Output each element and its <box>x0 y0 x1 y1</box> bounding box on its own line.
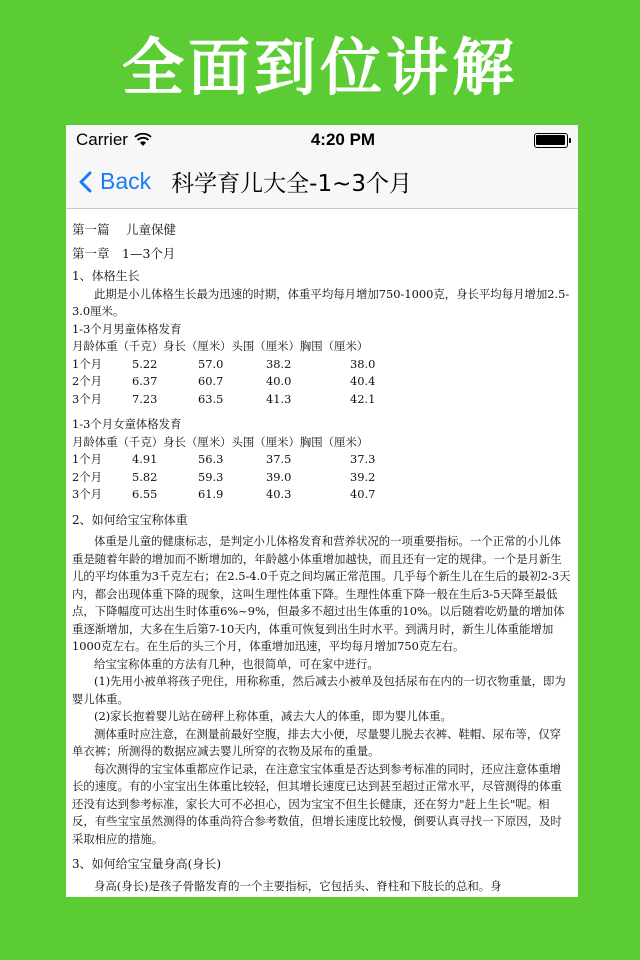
cell: 39.2 <box>350 469 376 484</box>
header-cell: 头围（厘米） <box>231 434 300 449</box>
table-title: 1-3个月男童体格发育 <box>72 321 182 336</box>
table-row <box>72 451 572 469</box>
paragraph: (1)先用小被单将孩子兜住，用称称重，然后减去小被单及包括尿布在内的一切衣物重量，即为婴儿体重。 <box>72 674 566 706</box>
cell: 61.9 <box>198 487 224 501</box>
promo-banner <box>0 0 640 125</box>
cell: 57.0 <box>198 356 224 371</box>
back-label: Back <box>100 168 152 194</box>
header-cell: 头围（厘米） <box>231 339 300 353</box>
cell: 39.0 <box>266 469 292 484</box>
table-row <box>72 356 572 374</box>
cell: 2个月 <box>72 469 103 484</box>
paragraph: 每次测得的宝宝体重都应作记录，在注意宝宝体重是否达到参考标准的同时，还应注意体重增长的速度。有的小宝宝出生体重比较轻，但其增长速度已达到甚至超过正常水平，尽管测得的体重还没有达到参考标准，家长大可不必担心，因为宝宝不但生长健康，还在努力"赶上生长"呢。相反，有些宝宝虽然测得的体重尚符合参考数值，但增长速度比较慢，倒要认真寻找一下原因，及时采取相应的措施。 <box>72 761 562 846</box>
cell: 59.3 <box>198 469 224 484</box>
cell: 40.0 <box>266 374 292 388</box>
table-row <box>72 486 572 504</box>
battery-icon <box>534 133 568 148</box>
cell: 5.82 <box>132 469 158 484</box>
cell: 38.2 <box>266 356 292 371</box>
cell: 1个月 <box>72 452 103 466</box>
table-header <box>72 338 572 356</box>
table-row <box>72 391 572 409</box>
paragraph: 体重是儿童的健康标志，是判定小儿体格发育和营养状况的一项重要指标。一个正常的小儿体重是随着年龄的增加而不断增加的，年龄越小体重增加越快，而且还有一定的规律。一个是月新生儿的平均体重为3千克左右；在2.5-4.0千克之间均属正常范围。几乎每个新生儿在生后的最初2-3天内，都会出现体重下降的现象，这叫生理性体重下降。生理性体重下降一般在生后3-5天降至最低点，下降幅度可达出生时体重6%~9%，但最多不超过出生体重的10%。以后随着吃奶量的增加体重逐渐增加，大多在生后第7-10天内，体重可恢复到出生时水平。到满月时，新生儿体重能增加1000克左右。在生后的头三个月，体重增加迅速，平均每月增加750克左右。 <box>72 534 571 653</box>
cell: 2个月 <box>72 374 103 388</box>
section-heading: 2、如何给宝宝称体重 <box>72 512 188 527</box>
chevron-left-icon <box>78 171 92 193</box>
status-time: 4:20 PM <box>310 130 376 149</box>
chapter-heading: 第一章 1—3个月 <box>72 245 176 261</box>
back-button[interactable] <box>66 168 151 195</box>
paragraph: 身高(身长)是孩子骨骼发育的一个主要指标，它包括头、脊柱和下肢长的总和。身 <box>94 878 502 893</box>
paragraph: (2)家长抱着婴儿站在磅秤上称体重，减去大人的体重，即为婴儿体重。 <box>94 709 452 723</box>
header-cell: 月龄 <box>72 339 95 353</box>
cell: 4.91 <box>132 452 158 466</box>
navigation-bar <box>66 155 578 209</box>
cell: 3个月 <box>72 391 103 406</box>
header-cell: 身长（厘米） <box>163 434 232 449</box>
cell: 37.5 <box>266 452 292 466</box>
cell: 56.3 <box>198 452 224 466</box>
article-content[interactable] <box>66 209 578 895</box>
section-heading: 3、如何给宝宝量身高(身长) <box>72 857 221 871</box>
cell: 40.4 <box>350 374 376 388</box>
table-header <box>72 434 572 452</box>
cell: 42.1 <box>350 391 376 406</box>
cell: 40.3 <box>266 487 292 501</box>
cell: 38.0 <box>350 356 376 371</box>
section-heading: 1、体格生长 <box>72 269 140 283</box>
carrier-label: Carrier <box>76 130 128 149</box>
cell: 5.22 <box>132 356 158 371</box>
header-cell: 体重（千克） <box>94 339 164 353</box>
header-cell: 胸围（厘米） <box>299 434 369 449</box>
paragraph: 给宝宝称体重的方法有几种，也很简单，可在家中进行。 <box>94 656 379 671</box>
header-cell: 胸围（厘米） <box>299 339 369 353</box>
cell: 6.55 <box>132 487 158 501</box>
table-row <box>72 469 572 487</box>
cell: 40.7 <box>350 487 376 501</box>
cell: 3个月 <box>72 487 103 501</box>
status-bar <box>66 125 578 155</box>
paragraph: 此期是小儿体格生长最为迅速的时期，体重平均每月增加750-1000克，身长平均每月增加2.5-3.0厘米。 <box>72 286 570 318</box>
table-title: 1-3个月女童体格发育 <box>72 417 182 431</box>
header-cell: 月龄 <box>72 434 95 449</box>
table-row <box>72 373 572 391</box>
cell: 7.23 <box>132 391 158 406</box>
cell: 60.7 <box>198 374 224 388</box>
paragraph: 测体重时应注意，在测量前最好空腹，排去大小便，尽量婴儿脱去衣裤、鞋帽、尿布等，仅穿单衣裤；所测得的数据应减去婴儿所穿的衣物及尿布的重量。 <box>72 726 562 758</box>
carrier <box>76 130 152 150</box>
cell: 1个月 <box>72 356 103 371</box>
cell: 6.37 <box>132 374 158 388</box>
part-heading: 第一篇 儿童保健 <box>72 222 176 237</box>
banner-title: 全面到位讲解 <box>121 31 518 104</box>
cell: 37.3 <box>350 452 376 466</box>
phone-screen <box>66 125 578 897</box>
cell: 63.5 <box>198 391 224 406</box>
wifi-icon <box>134 133 152 147</box>
cell: 41.3 <box>266 391 292 406</box>
header-cell: 体重（千克） <box>94 434 164 449</box>
nav-title: 科学育儿大全-1~3个月 <box>171 171 412 197</box>
header-cell: 身长（厘米） <box>163 339 232 353</box>
